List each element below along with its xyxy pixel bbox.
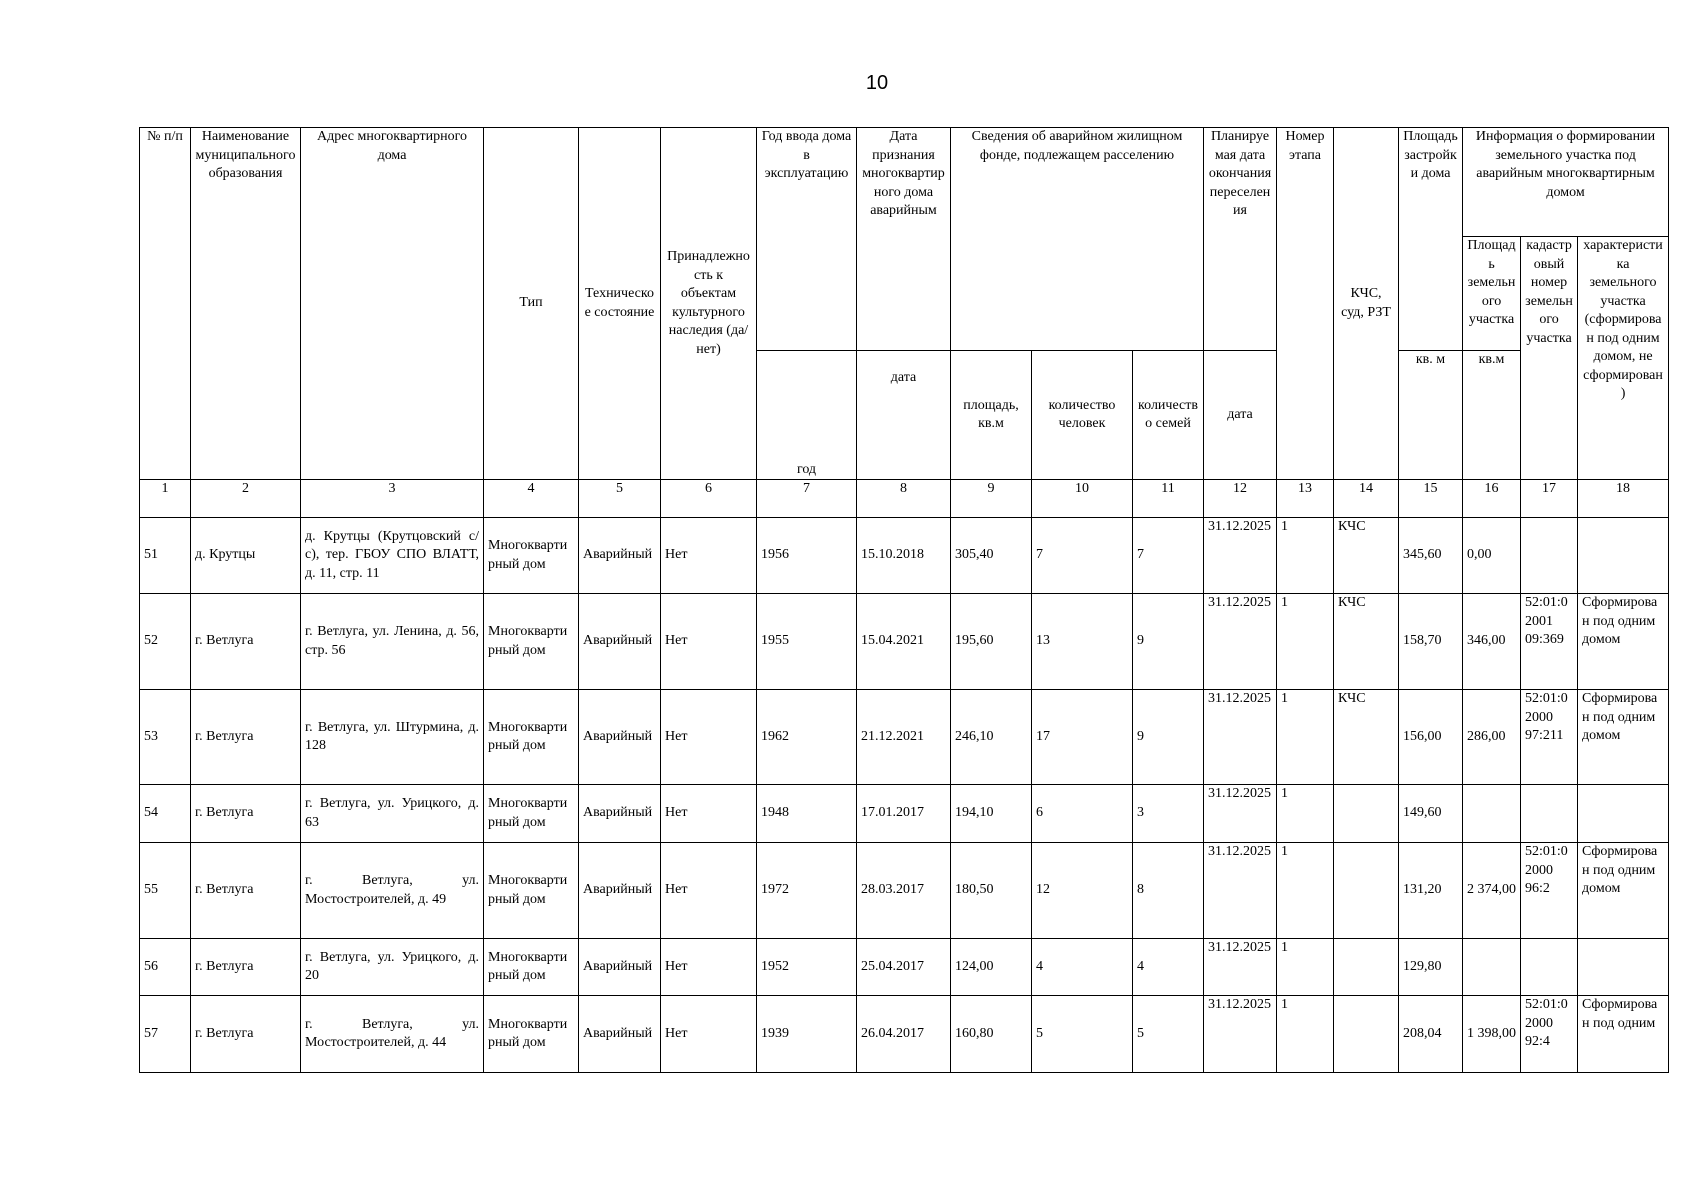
cell-people: 4 (1032, 939, 1133, 996)
column-number: 4 (484, 480, 579, 518)
cell-date-recognition: 15.04.2021 (857, 594, 951, 690)
page-number: 10 (865, 72, 889, 94)
header-land-char: характеристика земельного участка (сформирован под одним домом, не сформирован) (1578, 237, 1669, 480)
cell-type: Многоквартирный дом (484, 996, 579, 1073)
cell-heritage: Нет (661, 518, 757, 594)
cell-land-char: Сформирован под одним домом (1578, 594, 1669, 690)
header-heritage: Принадлежность к объектам культурного наследия (да/нет) (661, 128, 757, 480)
cell-built-area: 158,70 (1399, 594, 1463, 690)
cell-cadastral: 52:01:02000 97:211 (1521, 690, 1578, 785)
cell-type: Многоквартирный дом (484, 690, 579, 785)
cell-built-area: 149,60 (1399, 785, 1463, 843)
cell-people: 12 (1032, 843, 1133, 939)
cell-built-area: 345,60 (1399, 518, 1463, 594)
cell-date-recognition: 26.04.2017 (857, 996, 951, 1073)
header-built-area: Площадь застройки дома (1399, 128, 1463, 351)
cell-kchs (1334, 996, 1399, 1073)
cell-kchs (1334, 939, 1399, 996)
header-row (140, 128, 1669, 237)
cell-land-area: 1 398,00 (1463, 996, 1521, 1073)
cell-address: д. Крутцы (Крутцовский с/с), тер. ГБОУ СПО ВЛАТТ, д. 11, стр. 11 (301, 518, 484, 594)
cell-kchs: КЧС (1334, 690, 1399, 785)
cell-heritage: Нет (661, 690, 757, 785)
header-planned-date: Планируемая дата окончания переселения (1204, 128, 1277, 351)
cell-area: 246,10 (951, 690, 1032, 785)
cell-cadastral: 52:01:02000 92:4 (1521, 996, 1578, 1073)
cell-families: 5 (1133, 996, 1204, 1073)
cell-heritage: Нет (661, 996, 757, 1073)
column-number: 16 (1463, 480, 1521, 518)
column-number: 13 (1277, 480, 1334, 518)
column-number: 9 (951, 480, 1032, 518)
cell-tech-state: Аварийный (579, 939, 661, 996)
cell-address: г. Ветлуга, ул. Мостостроителей, д. 49 (301, 843, 484, 939)
header-cadastral: кадастровый номер земельного участка (1521, 237, 1578, 480)
cell-land-char (1578, 518, 1669, 594)
cell-stage: 1 (1277, 594, 1334, 690)
cell-type: Многоквартирный дом (484, 843, 579, 939)
cell-date-recognition: 28.03.2017 (857, 843, 951, 939)
cell-land-area (1463, 939, 1521, 996)
cell-families: 4 (1133, 939, 1204, 996)
table-row (140, 939, 1669, 996)
cell-built-area: 208,04 (1399, 996, 1463, 1073)
cell-heritage: Нет (661, 939, 757, 996)
cell-built-area: 156,00 (1399, 690, 1463, 785)
table-row (140, 785, 1669, 843)
cell-families: 8 (1133, 843, 1204, 939)
header-type: Тип (484, 128, 579, 480)
cell-municipality: г. Ветлуга (191, 690, 301, 785)
cell-planned-date: 31.12.2025 (1204, 785, 1277, 843)
cell-tech-state: Аварийный (579, 594, 661, 690)
cell-year: 1962 (757, 690, 857, 785)
cell-people: 6 (1032, 785, 1133, 843)
cell-year: 1956 (757, 518, 857, 594)
column-number-row (140, 480, 1669, 518)
cell-address: г. Ветлуга, ул. Мостостроителей, д. 44 (301, 996, 484, 1073)
cell-planned-date: 31.12.2025 (1204, 518, 1277, 594)
column-number: 15 (1399, 480, 1463, 518)
cell-year: 1939 (757, 996, 857, 1073)
cell-municipality: г. Ветлуга (191, 996, 301, 1073)
cell-cadastral (1521, 518, 1578, 594)
column-number: 10 (1032, 480, 1133, 518)
header-families-sub: количество семей (1133, 351, 1204, 480)
cell-date-recognition: 25.04.2017 (857, 939, 951, 996)
cell-stage: 1 (1277, 996, 1334, 1073)
cell-land-area: 2 374,00 (1463, 843, 1521, 939)
cell-num: 56 (140, 939, 191, 996)
header-land-area-unit: кв.м (1463, 351, 1521, 480)
cell-kchs: КЧС (1334, 518, 1399, 594)
cell-area: 124,00 (951, 939, 1032, 996)
header-year-sub: год (757, 351, 857, 480)
cell-area: 160,80 (951, 996, 1032, 1073)
cell-type: Многоквартирный дом (484, 518, 579, 594)
emergency-housing-table (139, 127, 1669, 1073)
cell-address: г. Ветлуга, ул. Штурмина, д. 128 (301, 690, 484, 785)
column-number: 3 (301, 480, 484, 518)
cell-people: 17 (1032, 690, 1133, 785)
cell-stage: 1 (1277, 785, 1334, 843)
cell-num: 52 (140, 594, 191, 690)
cell-cadastral: 52:01:02000 96:2 (1521, 843, 1578, 939)
header-planned-sub: дата (1204, 351, 1277, 480)
cell-date-recognition: 15.10.2018 (857, 518, 951, 594)
cell-type: Многоквартирный дом (484, 939, 579, 996)
cell-land-area: 286,00 (1463, 690, 1521, 785)
cell-people: 5 (1032, 996, 1133, 1073)
header-tech-state: Техническое состояние (579, 128, 661, 480)
table-row (140, 996, 1669, 1073)
cell-land-char: Сформирован под одним (1578, 996, 1669, 1073)
cell-land-area (1463, 785, 1521, 843)
cell-tech-state: Аварийный (579, 690, 661, 785)
cell-planned-date: 31.12.2025 (1204, 843, 1277, 939)
cell-planned-date: 31.12.2025 (1204, 939, 1277, 996)
header-address: Адрес многоквартирного дома (301, 128, 484, 480)
cell-num: 51 (140, 518, 191, 594)
table-row (140, 690, 1669, 785)
cell-heritage: Нет (661, 594, 757, 690)
cell-year: 1972 (757, 843, 857, 939)
cell-municipality: г. Ветлуга (191, 785, 301, 843)
cell-people: 13 (1032, 594, 1133, 690)
header-land-area: Площадь земельного участка (1463, 237, 1521, 351)
table-row (140, 518, 1669, 594)
cell-tech-state: Аварийный (579, 785, 661, 843)
header-year-commission: Год ввода дома в эксплуатацию (757, 128, 857, 351)
cell-num: 54 (140, 785, 191, 843)
cell-year: 1952 (757, 939, 857, 996)
cell-type: Многоквартирный дом (484, 594, 579, 690)
header-area-sub: площадь, кв.м (951, 351, 1032, 480)
header-stage: Номер этапа (1277, 128, 1334, 480)
cell-heritage: Нет (661, 843, 757, 939)
cell-heritage: Нет (661, 785, 757, 843)
cell-kchs: КЧС (1334, 594, 1399, 690)
table-row (140, 594, 1669, 690)
cell-cadastral (1521, 939, 1578, 996)
cell-land-char (1578, 785, 1669, 843)
column-number: 6 (661, 480, 757, 518)
cell-stage: 1 (1277, 939, 1334, 996)
cell-year: 1948 (757, 785, 857, 843)
cell-municipality: г. Ветлуга (191, 594, 301, 690)
cell-built-area: 129,80 (1399, 939, 1463, 996)
column-number: 2 (191, 480, 301, 518)
cell-land-area: 346,00 (1463, 594, 1521, 690)
column-number: 14 (1334, 480, 1399, 518)
cell-type: Многоквартирный дом (484, 785, 579, 843)
table-body (140, 518, 1669, 1073)
column-number: 12 (1204, 480, 1277, 518)
cell-area: 180,50 (951, 843, 1032, 939)
cell-planned-date: 31.12.2025 (1204, 996, 1277, 1073)
cell-num: 57 (140, 996, 191, 1073)
header-land-info: Информация о формировании земельного участка под аварийным многоквартирным домом (1463, 128, 1669, 237)
cell-kchs (1334, 843, 1399, 939)
cell-municipality: д. Крутцы (191, 518, 301, 594)
cell-address: г. Ветлуга, ул. Ленина, д. 56, стр. 56 (301, 594, 484, 690)
header-built-area-unit: кв. м (1399, 351, 1463, 480)
cell-num: 53 (140, 690, 191, 785)
cell-area: 305,40 (951, 518, 1032, 594)
table-row (140, 843, 1669, 939)
column-number: 5 (579, 480, 661, 518)
header-kchs: КЧС, суд, РЗТ (1334, 128, 1399, 480)
header-num: № п/п (140, 128, 191, 480)
cell-date-recognition: 21.12.2021 (857, 690, 951, 785)
cell-land-area: 0,00 (1463, 518, 1521, 594)
cell-land-char: Сформирован под одним домом (1578, 690, 1669, 785)
cell-area: 194,10 (951, 785, 1032, 843)
header-date-recognition: Дата признания многоквартирного дома аварийным (857, 128, 951, 351)
column-number: 7 (757, 480, 857, 518)
column-number: 1 (140, 480, 191, 518)
cell-date-recognition: 17.01.2017 (857, 785, 951, 843)
column-number: 8 (857, 480, 951, 518)
cell-tech-state: Аварийный (579, 518, 661, 594)
cell-stage: 1 (1277, 518, 1334, 594)
cell-cadastral: 52:01:02001 09:369 (1521, 594, 1578, 690)
cell-built-area: 131,20 (1399, 843, 1463, 939)
header-date-sub: дата (857, 351, 951, 480)
cell-address: г. Ветлуга, ул. Урицкого, д. 20 (301, 939, 484, 996)
cell-area: 195,60 (951, 594, 1032, 690)
cell-families: 9 (1133, 690, 1204, 785)
header-emergency-info: Сведения об аварийном жилищном фонде, подлежащем расселению (951, 128, 1204, 351)
cell-families: 7 (1133, 518, 1204, 594)
cell-families: 3 (1133, 785, 1204, 843)
cell-families: 9 (1133, 594, 1204, 690)
cell-year: 1955 (757, 594, 857, 690)
cell-municipality: г. Ветлуга (191, 939, 301, 996)
cell-people: 7 (1032, 518, 1133, 594)
header-people-sub: количество человек (1032, 351, 1133, 480)
column-number: 18 (1578, 480, 1669, 518)
cell-tech-state: Аварийный (579, 996, 661, 1073)
cell-cadastral (1521, 785, 1578, 843)
cell-planned-date: 31.12.2025 (1204, 690, 1277, 785)
cell-land-char (1578, 939, 1669, 996)
column-number: 17 (1521, 480, 1578, 518)
cell-kchs (1334, 785, 1399, 843)
cell-stage: 1 (1277, 843, 1334, 939)
cell-tech-state: Аварийный (579, 843, 661, 939)
cell-planned-date: 31.12.2025 (1204, 594, 1277, 690)
cell-land-char: Сформирован под одним домом (1578, 843, 1669, 939)
column-number: 11 (1133, 480, 1204, 518)
cell-stage: 1 (1277, 690, 1334, 785)
header-municipality: Наименование муниципального образования (191, 128, 301, 480)
cell-municipality: г. Ветлуга (191, 843, 301, 939)
cell-num: 55 (140, 843, 191, 939)
cell-address: г. Ветлуга, ул. Урицкого, д. 63 (301, 785, 484, 843)
